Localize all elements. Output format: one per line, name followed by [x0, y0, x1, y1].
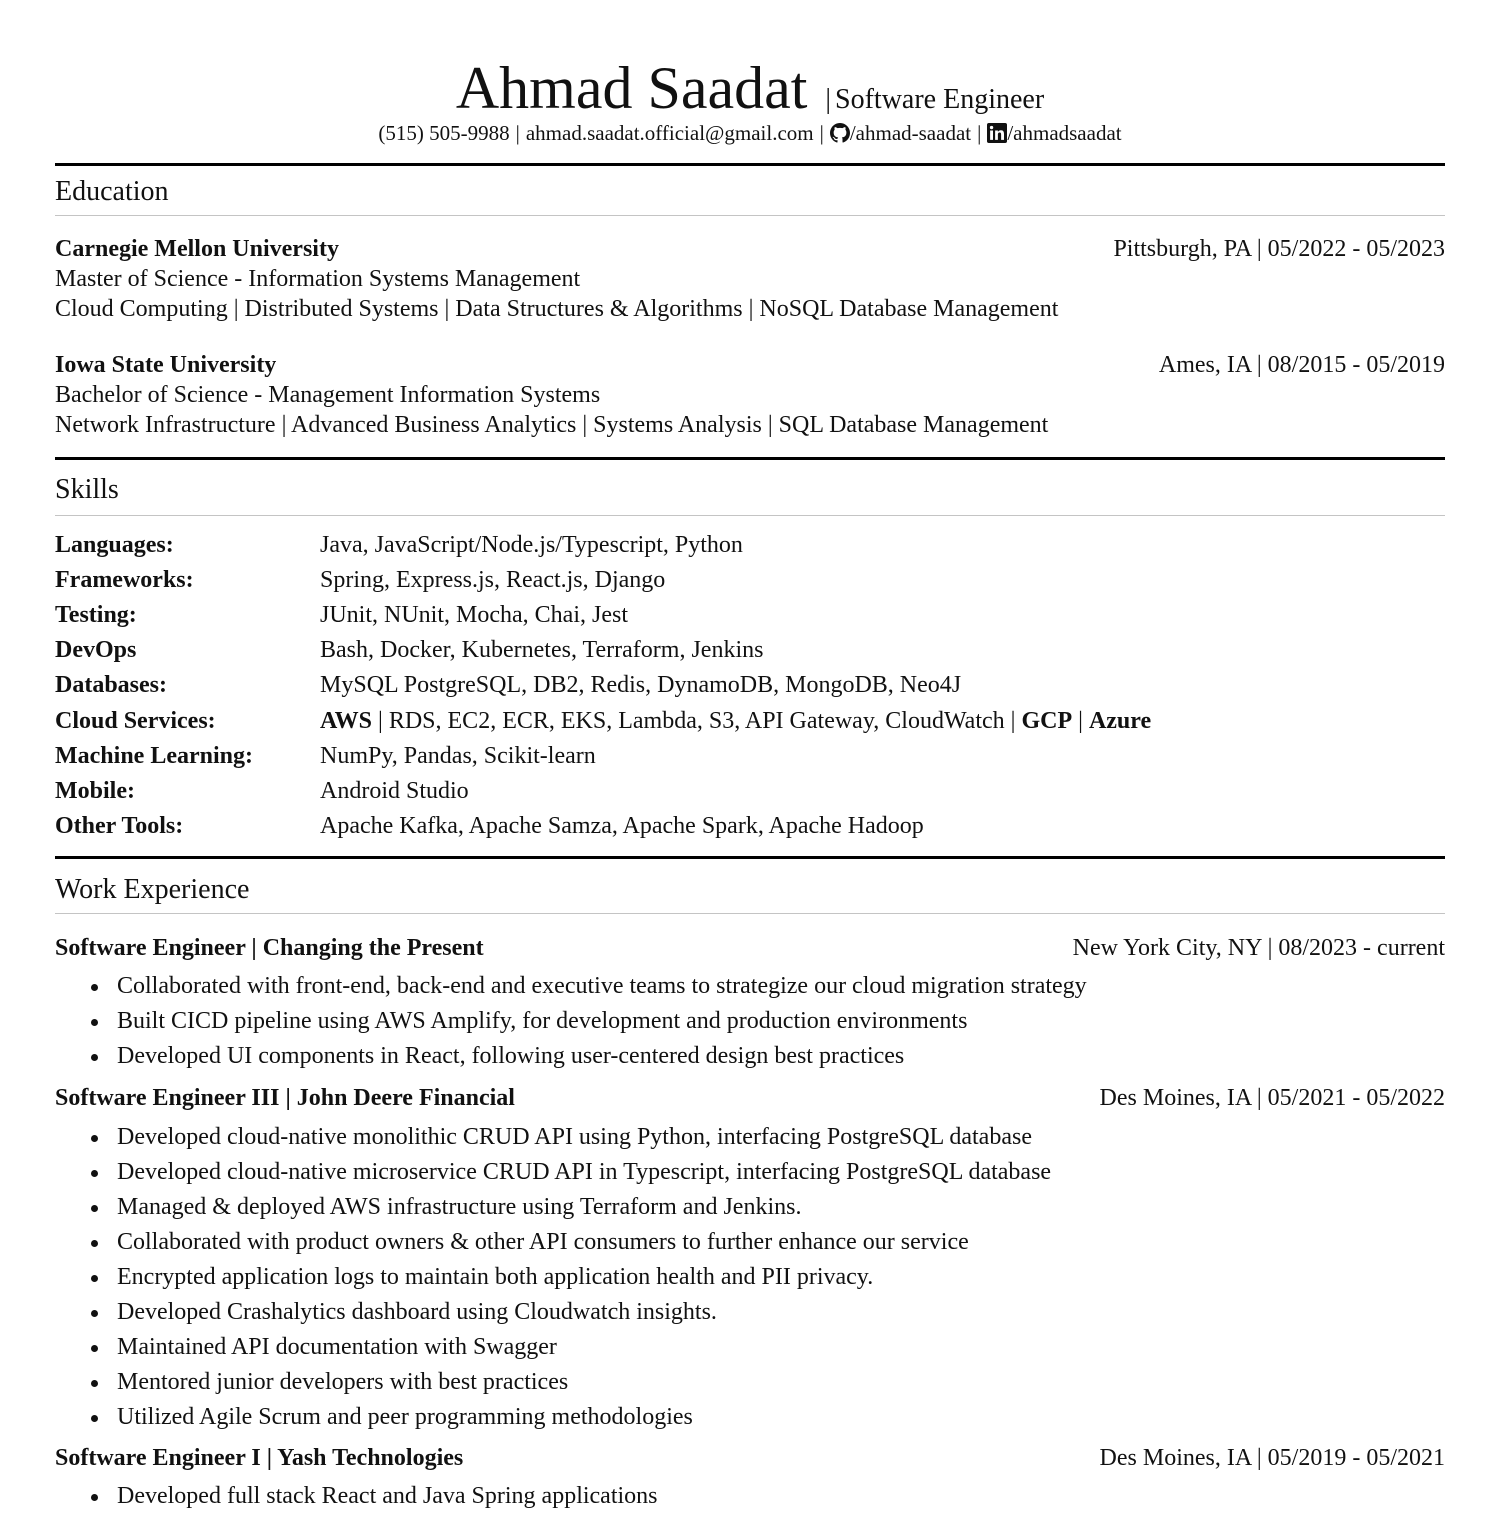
aws-label: AWS [320, 708, 373, 734]
heading-underline [55, 515, 1445, 516]
skill-label: Databases: [55, 672, 167, 698]
skill-value [320, 706, 1151, 736]
bullet-item: Collaborated with product owners & other API consumers to further enhance our service [55, 1227, 1051, 1262]
skill-value: Android Studio [320, 778, 469, 804]
location-dates: Pittsburgh, PA | 05/2022 - 05/2023 [1113, 236, 1445, 262]
skill-label: Cloud Services: [55, 708, 216, 734]
skill-value: Java, JavaScript/Node.js/Typescript, Python [320, 532, 743, 558]
section-divider [55, 163, 1445, 166]
skill-label: Machine Learning: [55, 743, 253, 769]
skill-label: Testing: [55, 602, 137, 628]
skill-value: Bash, Docker, Kubernetes, Terraform, Jenkins [320, 637, 764, 663]
job-title: Software Engineer [835, 84, 1045, 115]
location-dates: New York City, NY | 08/2023 - current [1072, 935, 1445, 961]
job-header [55, 933, 1445, 963]
skill-label: DevOps [55, 637, 137, 663]
skill-value: MySQL PostgreSQL, DB2, Redis, DynamoDB, MongoDB, Neo4J [320, 672, 962, 698]
bullet-item: Encrypted application logs to maintain both application health and PII privacy. [55, 1262, 1051, 1297]
resume-header [55, 52, 1445, 146]
linkedin-icon [987, 123, 1007, 143]
name-line [55, 52, 1445, 124]
location-dates: Des Moines, IA | 05/2021 - 05/2022 [1099, 1085, 1445, 1111]
azure-label: Azure [1088, 708, 1152, 734]
skill-label: Languages: [55, 532, 174, 558]
heading-underline [55, 215, 1445, 216]
bullet-item: Developed UI components in React, following user-centered design best practices [55, 1041, 1087, 1076]
job-bullets [55, 971, 1087, 1076]
section-divider [55, 457, 1445, 460]
education-entry-header [55, 350, 1445, 380]
job-bullets [55, 1481, 658, 1516]
education-heading: Education [55, 176, 169, 207]
section-divider [55, 856, 1445, 859]
title-separator: | [825, 84, 832, 115]
job-role-company: Software Engineer | Changing the Present [55, 935, 484, 961]
bullet-item: Collaborated with front-end, back-end and executive teams to strategize our cloud migration strategy [55, 971, 1087, 1006]
bullet-item: Mentored junior developers with best practices [55, 1367, 1051, 1402]
linkedin-link[interactable]: /ahmadsaadat [1007, 121, 1122, 145]
degree: Master of Science - Information Systems Management [55, 266, 581, 292]
skill-value: JUnit, NUnit, Mocha, Chai, Jest [320, 602, 628, 628]
github-link[interactable]: /ahmad-saadat [849, 121, 972, 145]
bullet-item: Utilized Agile Scrum and peer programming methodologies [55, 1402, 1051, 1437]
contact-line [55, 120, 1445, 146]
bullet-item: Managed & deployed AWS infrastructure using Terraform and Jenkins. [55, 1192, 1051, 1227]
bullet-item: Maintained API documentation with Swagger [55, 1332, 1051, 1367]
skill-label: Other Tools: [55, 813, 184, 839]
bullet-item: Developed Crashalytics dashboard using Cloudwatch insights. [55, 1297, 1051, 1332]
location-dates: Ames, IA | 08/2015 - 05/2019 [1158, 352, 1445, 378]
degree: Bachelor of Science - Management Information Systems [55, 382, 601, 408]
gcp-label: GCP [1021, 708, 1073, 734]
work-experience-heading: Work Experience [55, 874, 250, 905]
skill-value: Apache Kafka, Apache Samza, Apache Spark, Apache Hadoop [320, 813, 924, 839]
location-dates: Des Moines, IA | 05/2019 - 05/2021 [1099, 1445, 1445, 1471]
education-entry-header [55, 234, 1445, 264]
bullet-item: Developed cloud-native monolithic CRUD API using Python, interfacing PostgreSQL database [55, 1122, 1051, 1157]
job-header [55, 1083, 1445, 1113]
separator: | [1072, 708, 1089, 734]
bullet-item: Built CICD pipeline using AWS Amplify, for development and production environments [55, 1006, 1087, 1041]
heading-underline [55, 913, 1445, 914]
skills-heading: Skills [55, 474, 119, 505]
separator: | [977, 121, 982, 145]
skill-label: Mobile: [55, 778, 135, 804]
email-link[interactable]: ahmad.saadat.official@gmail.com [525, 121, 814, 145]
job-bullets [55, 1122, 1051, 1437]
school-name: Carnegie Mellon University [55, 236, 339, 262]
github-icon [830, 123, 850, 143]
job-role-company: Software Engineer III | John Deere Financial [55, 1085, 515, 1111]
separator: | [819, 121, 824, 145]
candidate-name: Ahmad Saadat [455, 55, 808, 121]
phone: (515) 505-9988 [378, 121, 510, 145]
skill-label: Frameworks: [55, 567, 194, 593]
skill-value: Spring, Express.js, React.js, Django [320, 567, 666, 593]
job-header [55, 1443, 1445, 1473]
bullet-item: Developed full stack React and Java Spring applications [55, 1481, 658, 1516]
separator: | [515, 121, 520, 145]
bullet-item: Developed cloud-native microservice CRUD API in Typescript, interfacing PostgreSQL database [55, 1157, 1051, 1192]
coursework: Network Infrastructure | Advanced Business Analytics | Systems Analysis | SQL Database Management [55, 412, 1049, 438]
skill-value: NumPy, Pandas, Scikit-learn [320, 743, 596, 769]
coursework: Cloud Computing | Distributed Systems | Data Structures & Algorithms | NoSQL Database Management [55, 296, 1059, 322]
aws-services: | RDS, EC2, ECR, EKS, Lambda, S3, API Gateway, CloudWatch | [372, 708, 1022, 734]
job-role-company: Software Engineer I | Yash Technologies [55, 1445, 464, 1471]
school-name: Iowa State University [55, 352, 277, 378]
